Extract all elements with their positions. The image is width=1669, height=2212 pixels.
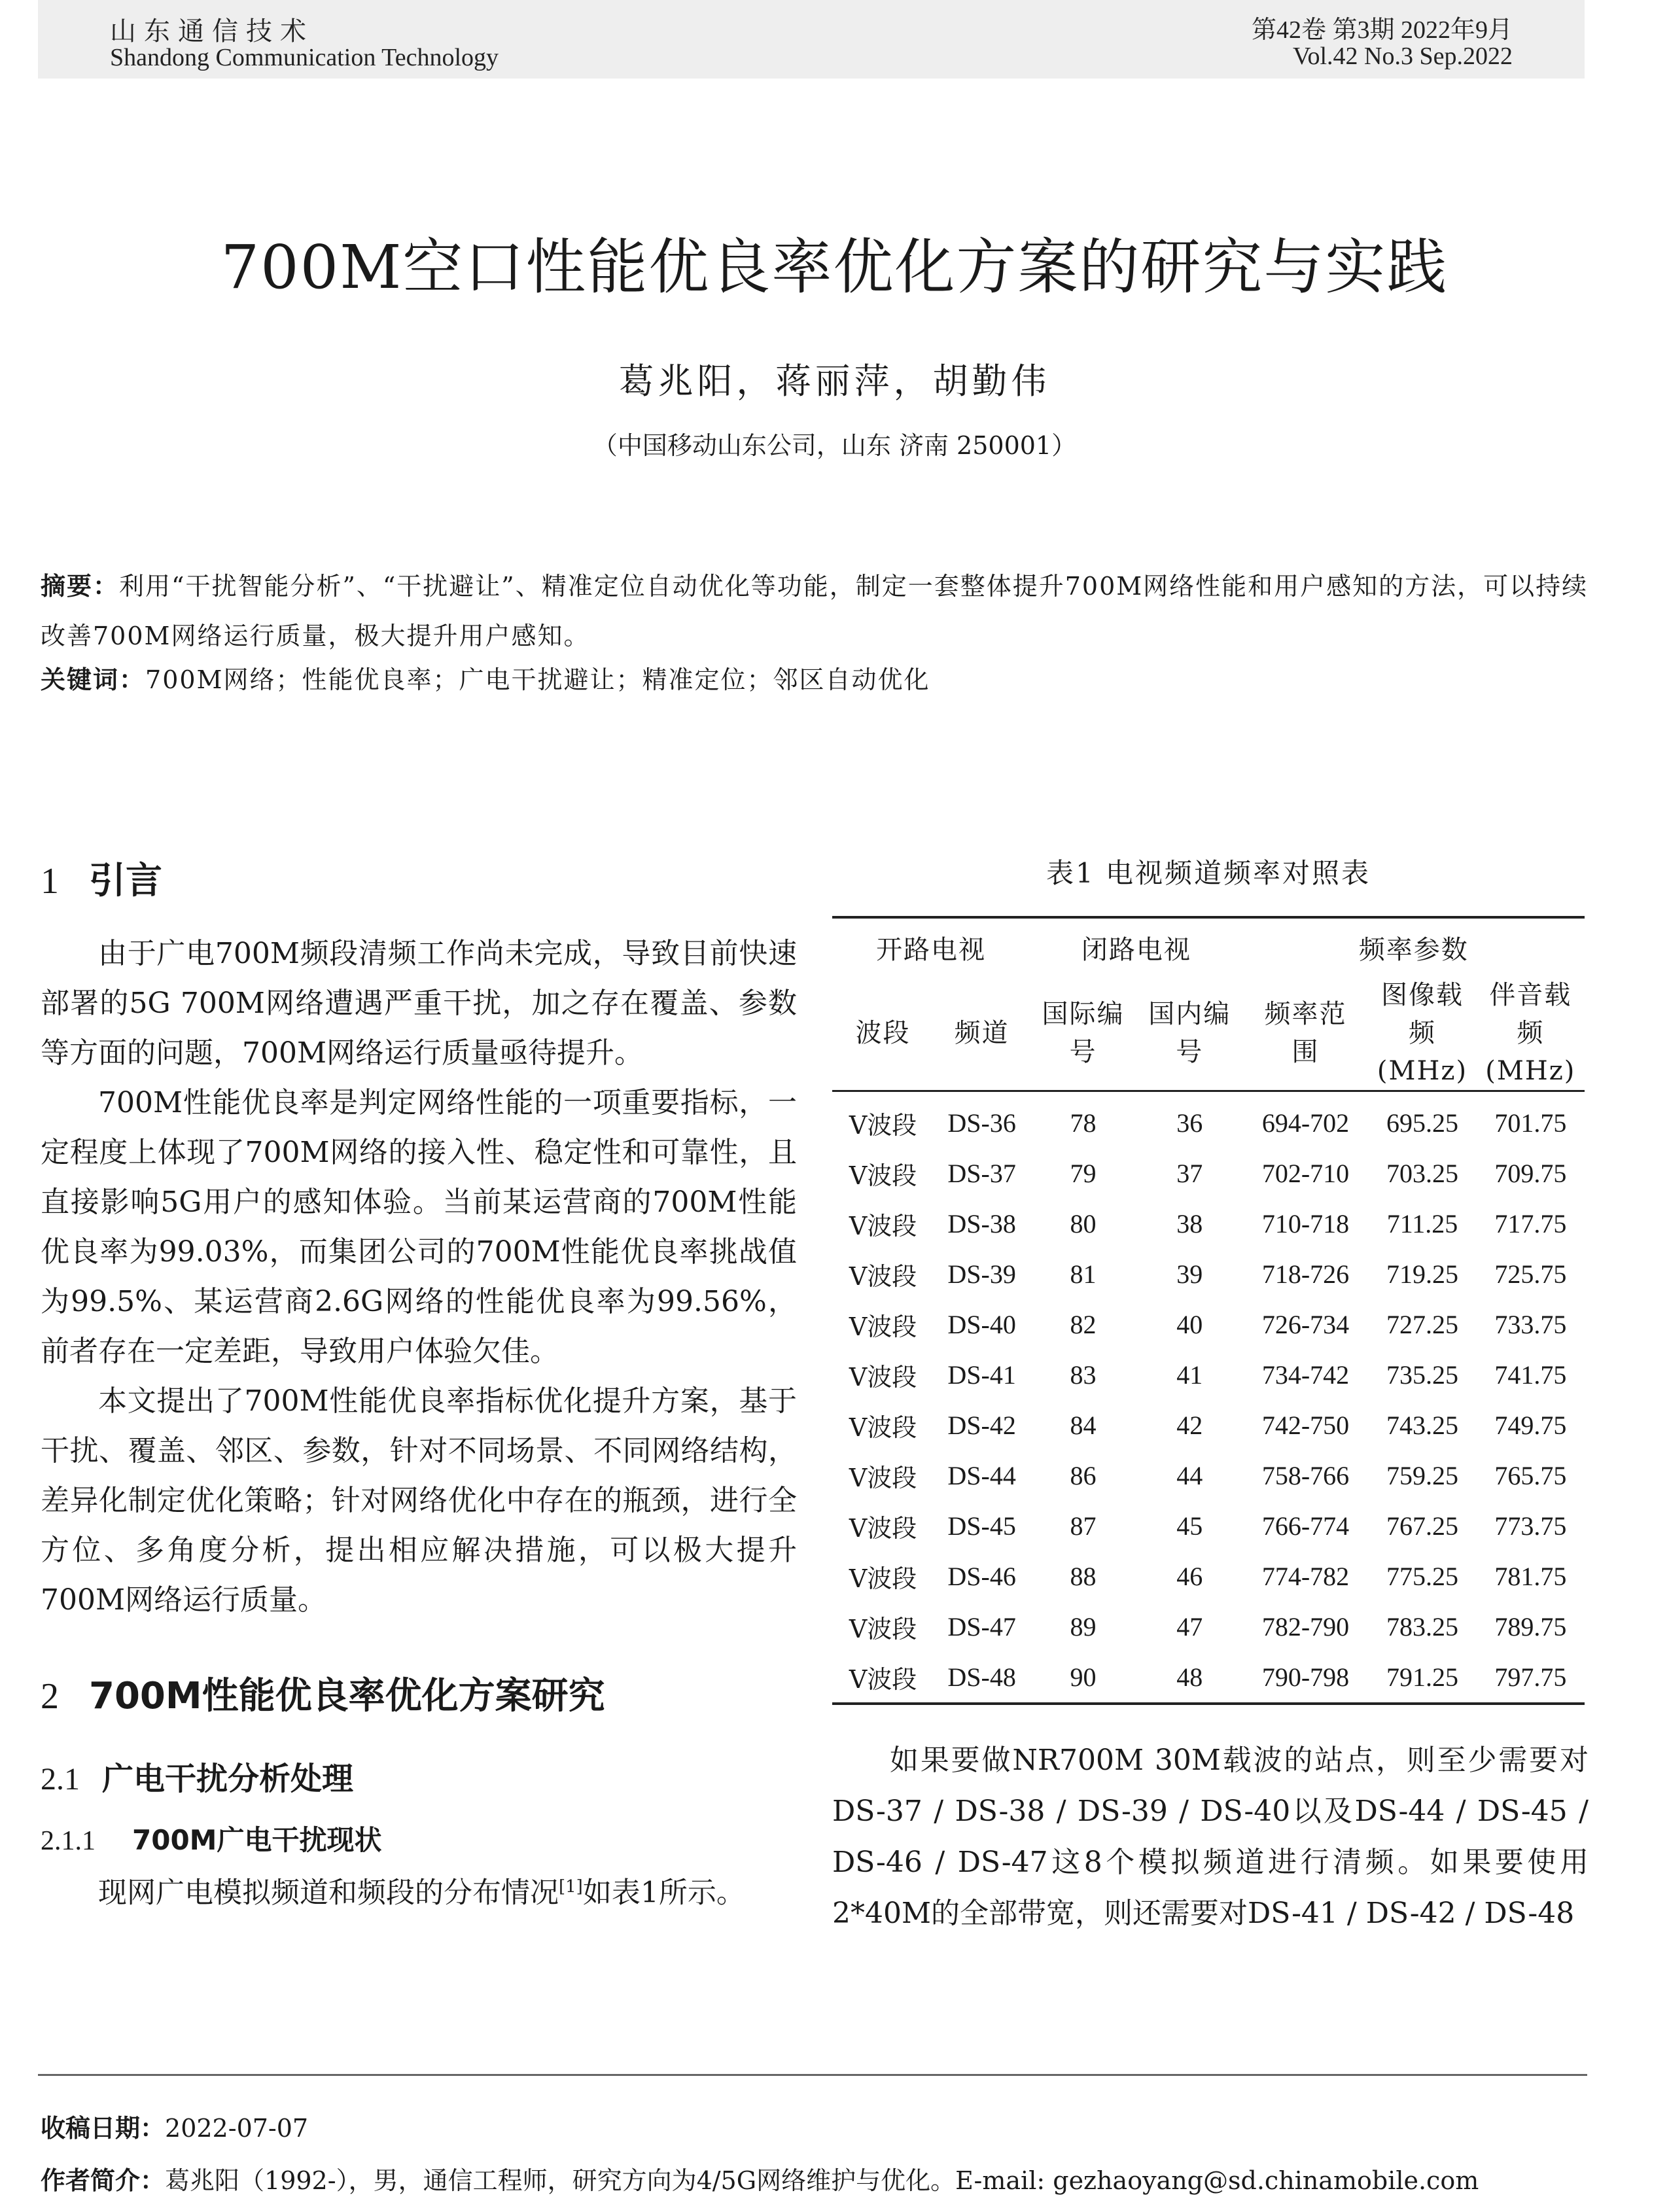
table-cell: V波段	[849, 1161, 917, 1190]
table-row	[832, 1091, 1585, 1149]
table-cell: 782-790	[1261, 1612, 1350, 1641]
table-cell: 711.25	[1386, 1209, 1458, 1238]
table-row	[832, 1350, 1585, 1400]
table-cell: 742-750	[1261, 1411, 1350, 1440]
table-cell: 725.75	[1494, 1259, 1567, 1289]
table-cell: 783.25	[1386, 1612, 1458, 1641]
table-cell: DS-48	[947, 1662, 1016, 1692]
table-cell: 90	[1070, 1662, 1097, 1692]
table-cell: V波段	[849, 1514, 917, 1543]
table-cell: 694-702	[1261, 1108, 1350, 1138]
section-number: 1	[41, 861, 59, 902]
table-cell: 36	[1176, 1108, 1203, 1138]
received-value: 2022-07-07	[165, 2114, 309, 2143]
table-cell: 790-798	[1261, 1662, 1350, 1692]
table-column-header: 频道	[954, 1018, 1010, 1048]
section-1-body	[41, 929, 797, 1625]
table-column-header: 伴音载频(MHz)	[1485, 980, 1576, 1086]
paragraph: 700M性能优良率是判定网络性能的一项重要指标，一定程度上体现了700M网络的接入性、稳定性和可靠性，且直接影响5G用户的感知体验。当前某运营商的700M性能优良率为99.03%，而集团公司的700M性能优良率挑战值为99.5%、某运营商2.6G网络的性能优良率为99.56%，前者存在一定差距，导致用户体验欠佳。	[41, 1086, 797, 1368]
table-cell: 48	[1176, 1662, 1203, 1692]
table-cell: V波段	[849, 1111, 917, 1140]
table-cell: 765.75	[1494, 1461, 1567, 1490]
table-cell: 767.25	[1386, 1511, 1458, 1541]
table-cell: DS-44	[947, 1461, 1016, 1490]
table-cell: DS-38	[947, 1209, 1016, 1238]
citation: [1]	[559, 1877, 583, 1897]
table-cell: 741.75	[1494, 1360, 1567, 1390]
table-caption: 表1 电视频道频率对照表	[1045, 857, 1371, 889]
table-row	[832, 1400, 1585, 1450]
table-group-header: 闭路电视	[1081, 934, 1191, 965]
table-row	[832, 1652, 1585, 1704]
table-cell: 89	[1070, 1612, 1097, 1641]
keywords	[41, 659, 1598, 695]
table-cell: 702-710	[1261, 1159, 1350, 1188]
table-cell: 759.25	[1386, 1461, 1458, 1490]
section-title: 广电干扰分析处理	[102, 1761, 354, 1797]
table-cell: 45	[1176, 1511, 1203, 1541]
table-cell: 773.75	[1494, 1511, 1567, 1541]
journal-name-cn: 山东通信技术	[110, 16, 314, 46]
section-1-heading	[41, 852, 162, 904]
table-cell: 791.25	[1386, 1662, 1458, 1692]
table-column-header: 国际编号	[1042, 999, 1125, 1067]
section-number: 2.1.1	[41, 1826, 96, 1856]
table-cell: 82	[1070, 1310, 1097, 1339]
table-cell: 734-742	[1261, 1360, 1350, 1390]
table-cell: 749.75	[1494, 1411, 1567, 1440]
table-row	[832, 1450, 1585, 1501]
paragraph: 如果要做NR700M 30M载波的站点，则至少需要对DS-37 / DS-38 / DS-39 / DS-40以及DS-44 / DS-45 / DS-46 / DS-47这8个模拟频道进行清频。如果要使用2*40M的全部带宽，则还需要对DS-41 / DS-42 / DS-48	[832, 1744, 1589, 1930]
table-column-header: 频率范围	[1264, 999, 1347, 1067]
table-cell: 81	[1070, 1259, 1097, 1289]
section-number: 2	[41, 1676, 59, 1717]
abstract-text: 利用“干扰智能分析”、“干扰避让”、精准定位自动优化等功能，制定一套整体提升700M网络性能和用户感知的方法，可以持续改善700M网络运行质量，极大提升用户感知。	[41, 572, 1589, 650]
table-cell: DS-40	[947, 1310, 1016, 1339]
table-cell: 86	[1070, 1461, 1097, 1490]
journal-name-en: Shandong Communication Technology	[110, 44, 499, 71]
table-body	[832, 1091, 1585, 1704]
received-date	[41, 2108, 308, 2144]
table-column-header: 波段	[855, 1018, 911, 1048]
keywords-label: 关键词：	[41, 665, 146, 694]
section-number: 2.1	[41, 1762, 80, 1797]
paragraph-text: 如表1所示。	[582, 1876, 745, 1910]
bio-label: 作者简介：	[41, 2166, 166, 2195]
table-cell: 758-766	[1261, 1461, 1350, 1490]
table-cell: 38	[1176, 1209, 1203, 1238]
table-cell: V波段	[849, 1564, 917, 1593]
table-cell: 47	[1176, 1612, 1203, 1641]
table-row	[832, 1299, 1585, 1350]
table-cell: 42	[1176, 1411, 1203, 1440]
table-cell: DS-45	[947, 1511, 1016, 1541]
table-cell: 44	[1176, 1461, 1203, 1490]
table-cell: 701.75	[1494, 1108, 1567, 1138]
footer-rule	[38, 2074, 1587, 2076]
table-cell: 781.75	[1494, 1562, 1567, 1591]
table-row	[832, 1148, 1585, 1199]
table-cell: 87	[1070, 1511, 1097, 1541]
table-cell: 743.25	[1386, 1411, 1458, 1440]
table-cell: 41	[1176, 1360, 1203, 1390]
table-cell: DS-46	[947, 1562, 1016, 1591]
section-title: 引言	[89, 860, 162, 902]
table-column-header: 国内编号	[1148, 999, 1231, 1067]
table-cell: V波段	[849, 1464, 917, 1492]
received-label: 收稿日期：	[41, 2114, 166, 2143]
table-cell: DS-42	[947, 1411, 1016, 1440]
section-title: 700M性能优良率优化方案研究	[89, 1675, 605, 1717]
paper-title: 700M空口性能优良率优化方案的研究与实践	[220, 232, 1449, 302]
table-group-header: 频率参数	[1358, 934, 1469, 965]
issue-info-en: Vol.42 No.3 Sep.2022	[1292, 43, 1513, 70]
table-cell: 710-718	[1261, 1209, 1350, 1238]
table-row	[832, 1501, 1585, 1551]
affiliation: （中国移动山东公司，山东 济南 250001）	[592, 431, 1077, 460]
table-cell: 774-782	[1261, 1562, 1350, 1591]
table-cell: 79	[1070, 1159, 1097, 1188]
table-cell: V波段	[849, 1363, 917, 1392]
issue-info-cn: 第42卷 第3期 2022年9月	[1251, 16, 1513, 44]
table-cell: 789.75	[1494, 1612, 1567, 1641]
table-cell: V波段	[849, 1262, 917, 1291]
section-title: 700M广电干扰现状	[132, 1824, 382, 1856]
table-cell: 717.75	[1494, 1209, 1567, 1238]
table-cell: 37	[1176, 1159, 1203, 1188]
table-cell: 735.25	[1386, 1360, 1458, 1390]
table-cell: 695.25	[1386, 1108, 1458, 1138]
table-cell: 88	[1070, 1562, 1097, 1591]
table-column-header: 图像载频(MHz)	[1377, 980, 1468, 1086]
table-row	[832, 1602, 1585, 1652]
table-row	[832, 1551, 1585, 1602]
author-bio	[41, 2160, 1479, 2196]
table-cell: V波段	[849, 1665, 917, 1694]
table-cell: 83	[1070, 1360, 1097, 1390]
keywords-text: 700M网络；性能优良率；广电干扰避让；精准定位；邻区自动优化	[145, 665, 930, 694]
table-cell: DS-37	[947, 1159, 1016, 1188]
table-cell: 726-734	[1261, 1310, 1350, 1339]
table-row	[832, 1249, 1585, 1299]
right-column-body	[832, 1735, 1589, 1939]
table-group-header: 开路电视	[876, 934, 987, 965]
table-cell: 78	[1070, 1108, 1097, 1138]
paragraph: 由于广电700M频段清频工作尚未完成，导致目前快速部署的5G 700M网络遭遇严重干扰，加之存在覆盖、参数等方面的问题，700M网络运行质量亟待提升。	[41, 937, 797, 1070]
paragraph	[41, 1862, 797, 1918]
table-cell: 797.75	[1494, 1662, 1567, 1692]
table-cell: 727.25	[1386, 1310, 1458, 1339]
table-cell: 719.25	[1386, 1259, 1458, 1289]
table-cell: V波段	[849, 1212, 917, 1240]
section-2-heading	[41, 1667, 605, 1719]
author-list: 葛兆阳，蒋丽萍，胡勤伟	[618, 360, 1051, 402]
table-cell: V波段	[849, 1312, 917, 1341]
frequency-table	[832, 916, 1585, 1705]
paragraph-text: 现网广电模拟频道和频段的分布情况	[98, 1876, 559, 1910]
paragraph: 本文提出了700M性能优良率指标优化提升方案，基于干扰、覆盖、邻区、参数，针对不同场景、不同网络结构，差异化制定优化策略；针对网络优化中存在的瓶颈，进行全方位、多角度分析，提出相应解决措施，可以极大提升700M网络运行质量。	[41, 1384, 797, 1617]
table-cell: DS-47	[947, 1612, 1016, 1641]
abstract	[41, 561, 1598, 661]
table-cell: DS-39	[947, 1259, 1016, 1289]
table-cell: 80	[1070, 1209, 1097, 1238]
table-cell: 703.25	[1386, 1159, 1458, 1188]
section-2-1-1-body	[41, 1862, 797, 1918]
running-header	[38, 0, 1585, 79]
bio-text: 葛兆阳（1992-），男，通信工程师，研究方向为4/5G网络维护与优化。E-mail: gezhaoyang@sd.chinamobile.com	[165, 2166, 1479, 2195]
table-cell: DS-41	[947, 1360, 1016, 1390]
table-cell: 84	[1070, 1411, 1097, 1440]
table-cell: 46	[1176, 1562, 1203, 1591]
table-cell: 775.25	[1386, 1562, 1458, 1591]
table-cell: 733.75	[1494, 1310, 1567, 1339]
table-cell: 718-726	[1261, 1259, 1350, 1289]
table-cell: V波段	[849, 1615, 917, 1643]
section-2-1-heading	[41, 1753, 353, 1799]
table-cell: 766-774	[1261, 1511, 1350, 1541]
table-row	[832, 1199, 1585, 1249]
table-cell: DS-36	[947, 1108, 1016, 1138]
section-2-1-1-heading	[41, 1819, 381, 1858]
table-cell: V波段	[849, 1413, 917, 1442]
table-cell: 39	[1176, 1259, 1203, 1289]
table-cell: 40	[1176, 1310, 1203, 1339]
table-cell: 709.75	[1494, 1159, 1567, 1188]
abstract-label: 摘要：	[41, 572, 120, 601]
